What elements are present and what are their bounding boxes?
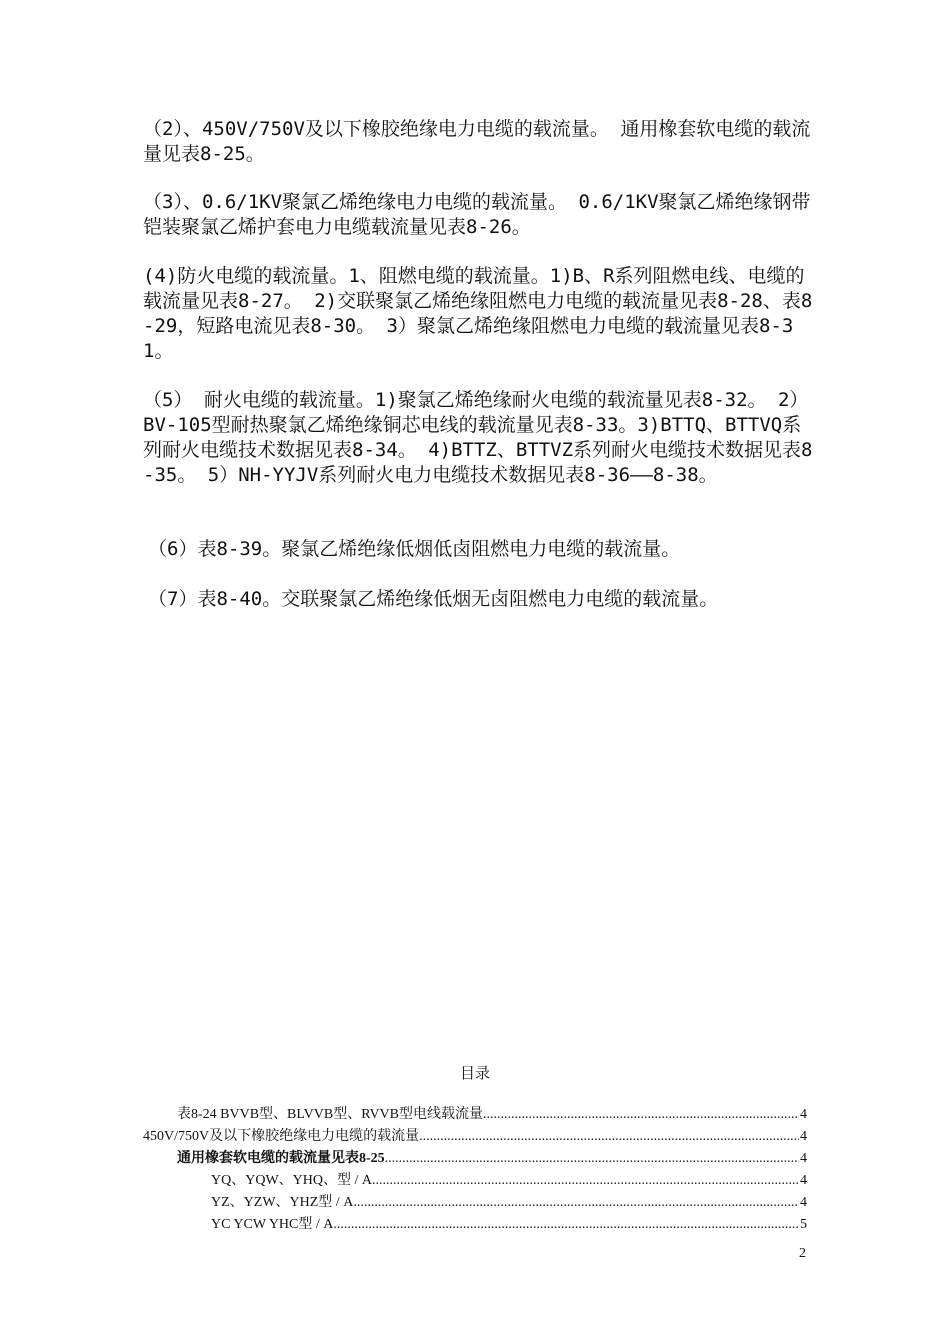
- table-of-contents: [143, 1104, 807, 1236]
- toc-leader: [372, 1170, 799, 1192]
- toc-entry-page: 4: [800, 1173, 807, 1188]
- toc-entry-text: YC YCW YHC型 / A: [211, 1217, 334, 1232]
- toc-title: 目录: [459, 1066, 490, 1082]
- toc-entry-text: YZ、YZW、YHZ型 / A: [211, 1195, 354, 1210]
- toc-leader: [333, 1214, 799, 1236]
- toc-entry[interactable]: [143, 1214, 807, 1236]
- toc-entry-page: 4: [800, 1129, 807, 1144]
- paragraph-fire-resistant: （5） 耐火电缆的载流量。1)聚氯乙烯绝缘耐火电缆的载流量见表8-32。 2）BV-105型耐热聚氯乙烯绝缘铜芯电线的载流量见表8-33。3)BTTQ、BTTVQ系列耐火电缆技术数据见表8-34。 4)BTTZ、BTTVZ系列耐火电缆技术数据见表8-35。 5）NH-YYJV系列耐火电力电缆技术数据见表8-36——8-38。: [143, 389, 813, 486]
- toc-leader: [483, 1104, 799, 1126]
- toc-entry[interactable]: [143, 1126, 807, 1148]
- toc-entry[interactable]: [143, 1148, 807, 1170]
- toc-entry-text: 通用橡套软电缆的载流量见表8-25: [177, 1151, 385, 1166]
- toc-entry-page: 4: [800, 1151, 807, 1166]
- paragraph-rubber-cable: （2）、450V/750V及以下橡胶绝缘电力电缆的载流量。 通用橡套软电缆的载流量见表8-25。: [143, 118, 811, 165]
- page-number: 2: [799, 1246, 806, 1261]
- toc-entry-text: 450V/750V及以下橡胶绝缘电力电缆的载流量: [143, 1129, 420, 1144]
- toc-entry[interactable]: [143, 1192, 807, 1214]
- toc-entry-page: 4: [800, 1107, 807, 1122]
- toc-leader: [419, 1126, 799, 1148]
- toc-entry[interactable]: [143, 1104, 807, 1126]
- toc-entry-page: 4: [800, 1195, 807, 1210]
- toc-leader: [385, 1148, 799, 1170]
- paragraph-flame-retardant: (4)防火电缆的载流量。1、阻燃电缆的载流量。1)B、R系列阻燃电线、电缆的载流量见表8-27。 2)交联聚氯乙烯绝缘阻燃电力电缆的载流量见表8-28、表8-29，短路电流见表8-30。 3）聚氯乙烯绝缘阻燃电力电缆的载流量见表8-31。: [143, 265, 813, 362]
- paragraph-low-smoke-low-halogen: （6）表8-39。聚氯乙烯绝缘低烟低卤阻燃电力电缆的载流量。: [148, 538, 681, 560]
- paragraph-pvc-cable: （3）、0.6/1KV聚氯乙烯绝缘电力电缆的载流量。 0.6/1KV聚氯乙烯绝缘钢带铠装聚氯乙烯护套电力电缆载流量见表8-26。: [143, 191, 811, 238]
- toc-entry-text: 表8-24 BVVB型、BLVVB型、RVVB型电线载流量: [177, 1107, 483, 1122]
- toc-entry[interactable]: [143, 1170, 807, 1192]
- toc-entry-text: YQ、YQW、YHQ、型 / A: [211, 1173, 372, 1188]
- paragraph-low-smoke-halogen-free: （7）表8-40。交联聚氯乙烯绝缘低烟无卤阻燃电力电缆的载流量。: [148, 588, 719, 610]
- toc-entry-page: 5: [800, 1217, 807, 1232]
- toc-leader: [353, 1192, 799, 1214]
